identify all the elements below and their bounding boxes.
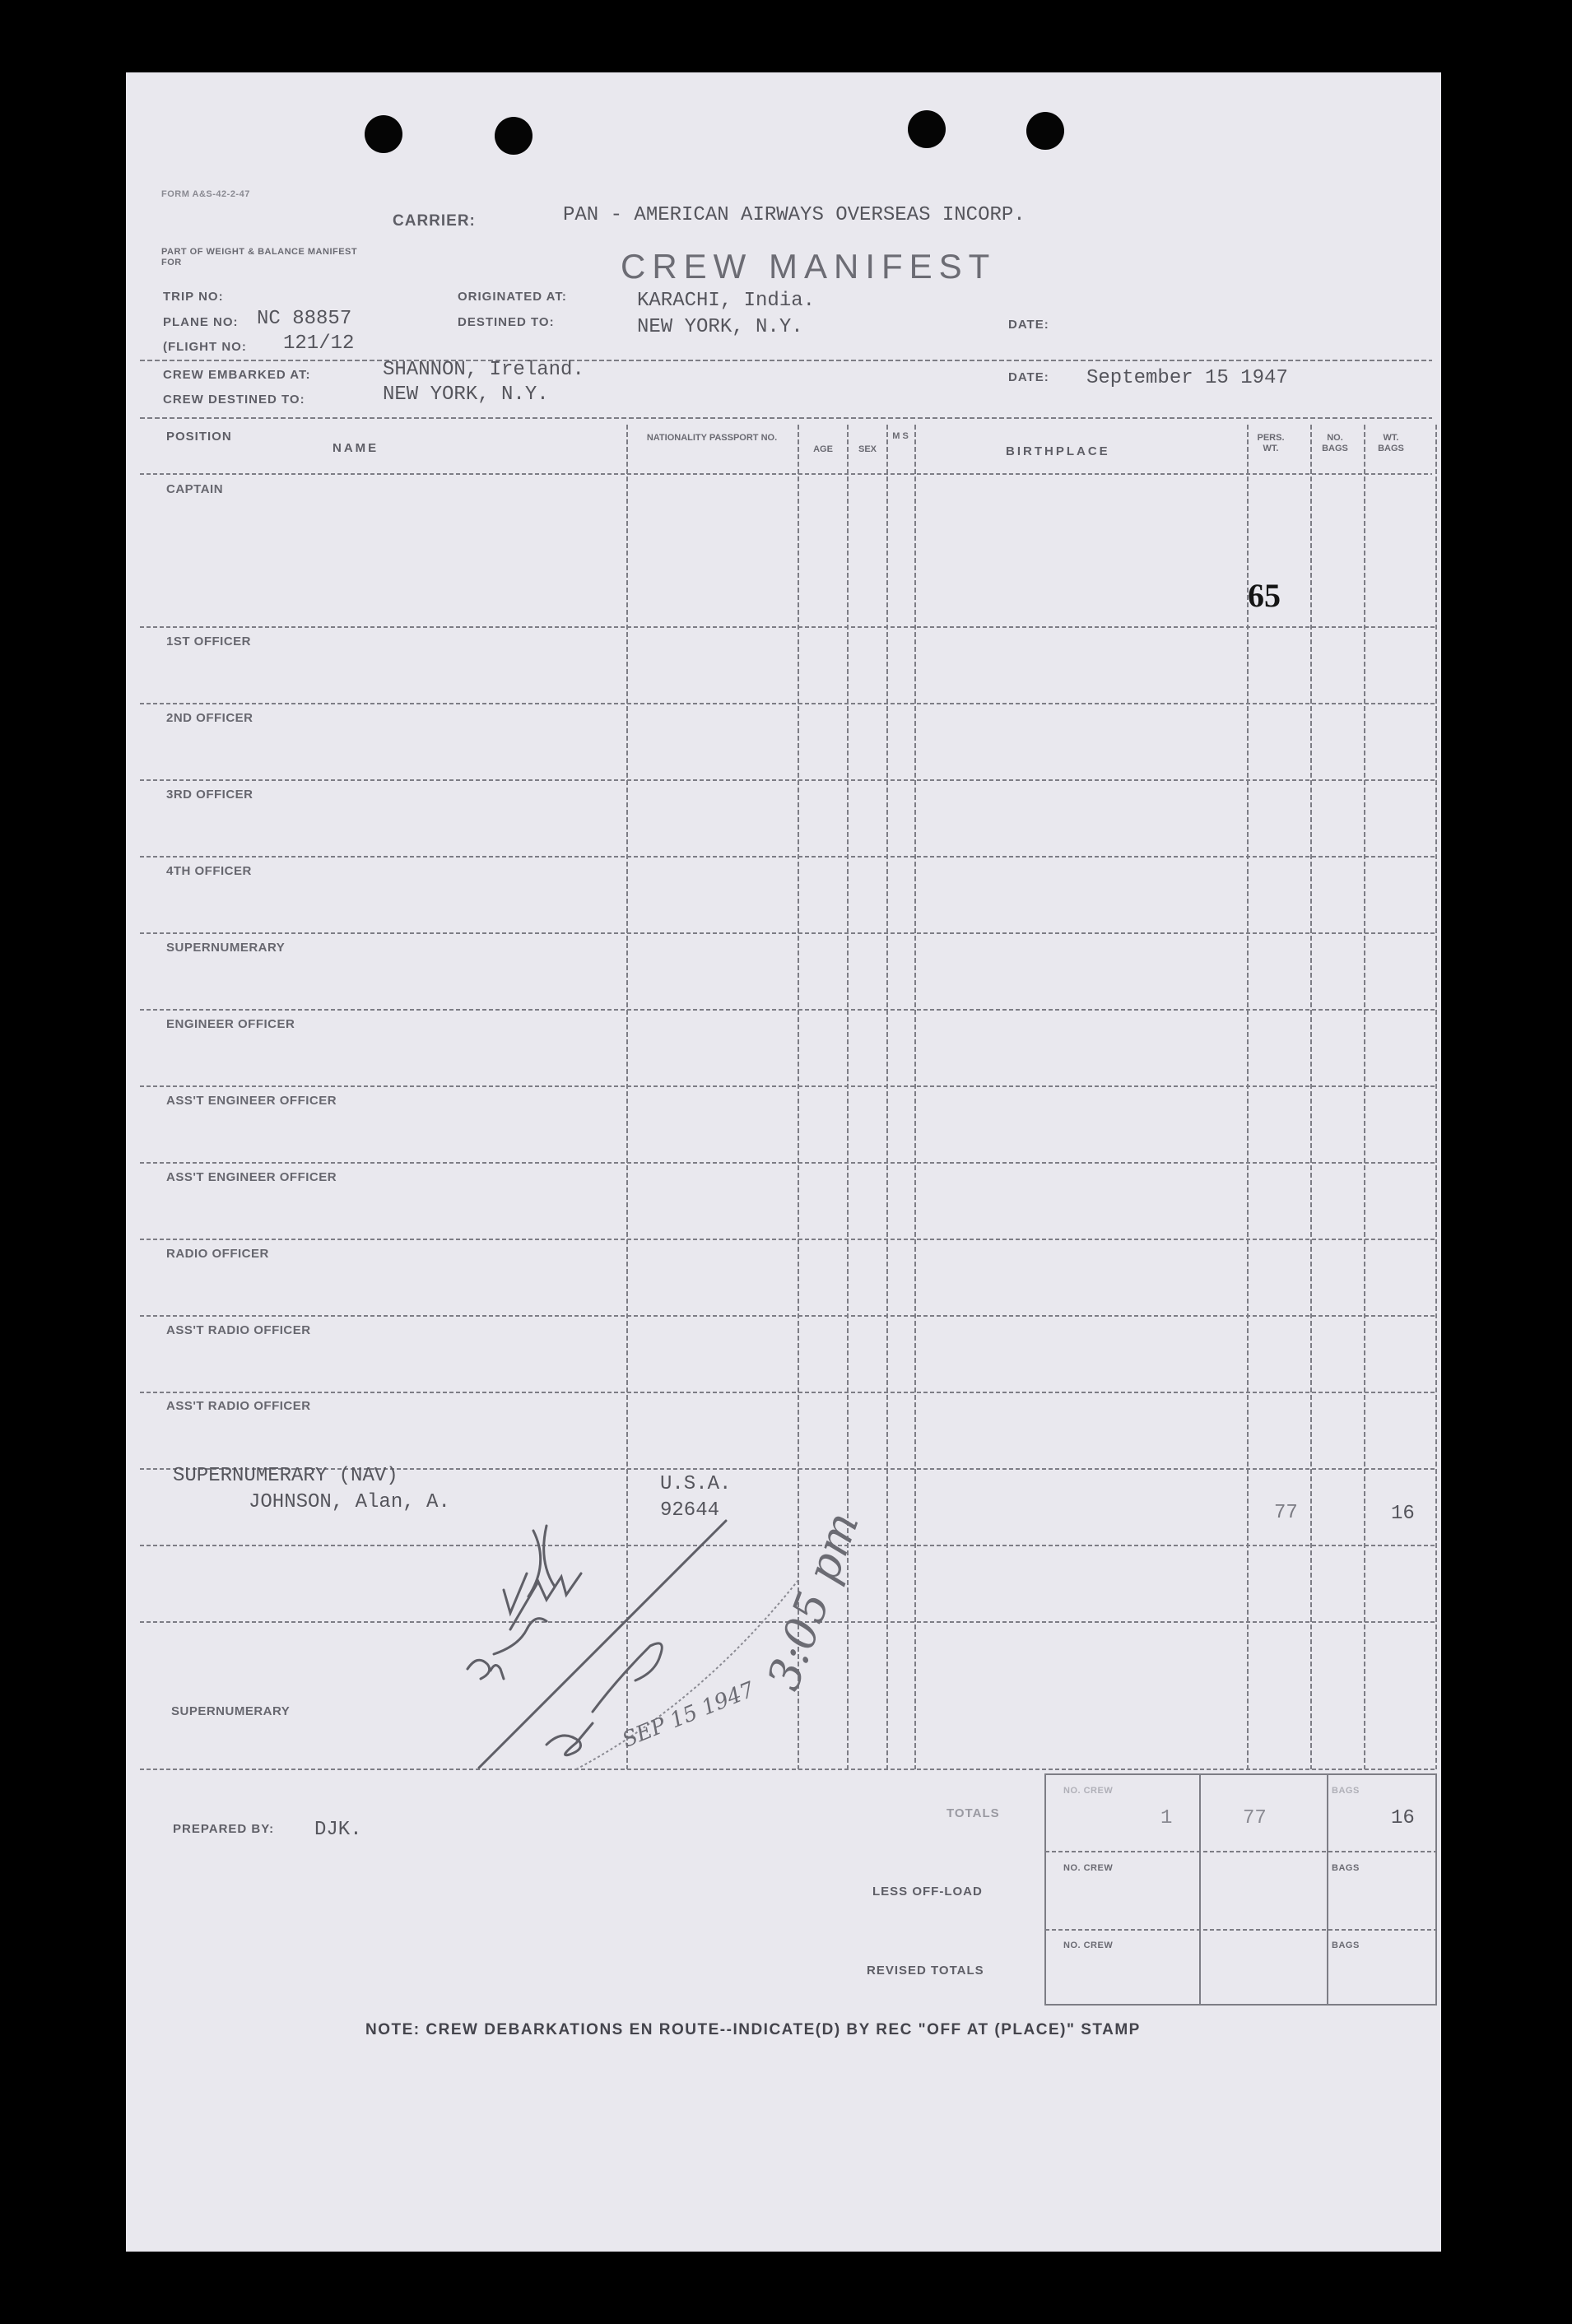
position-2nd-officer: 2ND OFFICER	[166, 711, 253, 725]
col-name: NAME	[333, 441, 379, 455]
handwritten-annotation	[467, 1521, 726, 1768]
col-age: AGE	[813, 444, 833, 454]
position-asst-radio-officer: ASS'T RADIO OFFICER	[166, 1399, 311, 1413]
position-radio-officer: RADIO OFFICER	[166, 1247, 269, 1261]
crew-destined-value: NEW YORK, N.Y.	[383, 383, 549, 406]
manifest-date: September 15 1947	[1086, 367, 1288, 389]
position-captain: CAPTAIN	[166, 482, 224, 496]
entry-wt-bags: 16	[1391, 1503, 1415, 1525]
entry-position: SUPERNUMERARY (NAV)	[173, 1465, 398, 1487]
bags-label: BAGS	[1332, 1941, 1360, 1950]
destined-value: NEW YORK, N.Y.	[637, 316, 803, 338]
total-bags-weight: 16	[1391, 1807, 1415, 1829]
no-crew-label: NO. CREW	[1063, 1941, 1114, 1950]
crew-embarked-label: CREW EMBARKED AT:	[163, 368, 311, 382]
prepared-by-label: PREPARED BY:	[173, 1822, 275, 1836]
position-asst-radio-officer: ASS'T RADIO OFFICER	[166, 1323, 311, 1337]
total-weight: 77	[1243, 1807, 1267, 1829]
entry-nationality: U.S.A.	[660, 1473, 732, 1495]
entry-passport: 92644	[660, 1499, 720, 1522]
no-crew-label: NO. CREW	[1063, 1786, 1114, 1796]
crew-embarked-value: SHANNON, Ireland.	[383, 359, 584, 381]
entry-pers-wt: 77	[1274, 1502, 1298, 1524]
position-asst-engineer-officer: ASS'T ENGINEER OFFICER	[166, 1170, 337, 1184]
col-pers-wt: PERS. WT.	[1257, 433, 1285, 453]
col-position: POSITION	[166, 430, 232, 444]
flight-label: (FLIGHT NO:	[163, 340, 247, 354]
handwritten-time: 3:05 pm	[757, 1505, 869, 1697]
flight-value: 121/12	[283, 332, 355, 355]
position-supernumerary: SUPERNUMERARY	[166, 941, 286, 955]
bags-label: BAGS	[1332, 1786, 1360, 1796]
entry-name: JOHNSON, Alan, A.	[249, 1491, 450, 1513]
position-4th-officer: 4TH OFFICER	[166, 864, 252, 878]
trip-label: TRIP NO:	[163, 290, 224, 304]
destined-label: DESTINED TO:	[458, 315, 555, 329]
date-label-top: DATE:	[1008, 318, 1049, 332]
no-crew-label: NO. CREW	[1063, 1863, 1114, 1873]
position-3rd-officer: 3RD OFFICER	[166, 788, 253, 802]
originated-value: KARACHI, India.	[637, 290, 816, 312]
form-number: FORM A&S-42-2-47	[161, 189, 250, 199]
carrier-label: CARRIER:	[393, 212, 476, 230]
plane-value: NC 88857	[257, 308, 352, 330]
debarkation-note: NOTE: CREW DEBARKATIONS EN ROUTE--INDICATE(D) BY REC "OFF AT (PLACE)" STAMP	[365, 2021, 1141, 2038]
position-1st-officer: 1ST OFFICER	[166, 634, 252, 648]
crew-destined-label: CREW DESTINED TO:	[163, 393, 305, 407]
col-ms: M S	[892, 431, 909, 441]
weight-balance-note: PART OF WEIGHT & BALANCE MANIFEST FOR	[161, 247, 358, 267]
less-offload-label: LESS OFF-LOAD	[872, 1885, 983, 1899]
plane-label: PLANE NO:	[163, 315, 239, 329]
bags-label: BAGS	[1332, 1863, 1360, 1873]
total-crew-count: 1	[1160, 1807, 1173, 1829]
col-sex: SEX	[858, 444, 877, 454]
col-no-bags: NO. BAGS	[1322, 433, 1348, 453]
position-engineer-officer: ENGINEER OFFICER	[166, 1017, 295, 1031]
form-title: CREW MANIFEST	[621, 247, 997, 286]
totals-label: TOTALS	[946, 1806, 1000, 1820]
stamp-date: SEP 15 1947	[619, 1677, 758, 1753]
position-supernumerary-bottom: SUPERNUMERARY	[171, 1704, 291, 1718]
date-label: DATE:	[1008, 370, 1049, 384]
position-asst-engineer-officer: ASS'T ENGINEER OFFICER	[166, 1094, 337, 1108]
revised-totals-label: REVISED TOTALS	[867, 1964, 984, 1978]
captain-figure: 65	[1248, 577, 1281, 614]
col-birthplace: BIRTHPLACE	[1006, 444, 1110, 458]
col-wt-bags: WT. BAGS	[1378, 433, 1404, 453]
originated-label: ORIGINATED AT:	[458, 290, 567, 304]
col-nationality: NATIONALITY PASSPORT NO.	[646, 433, 778, 443]
carrier-value: PAN - AMERICAN AIRWAYS OVERSEAS INCORP.	[563, 204, 1026, 226]
prepared-by-value: DJK.	[314, 1819, 362, 1841]
